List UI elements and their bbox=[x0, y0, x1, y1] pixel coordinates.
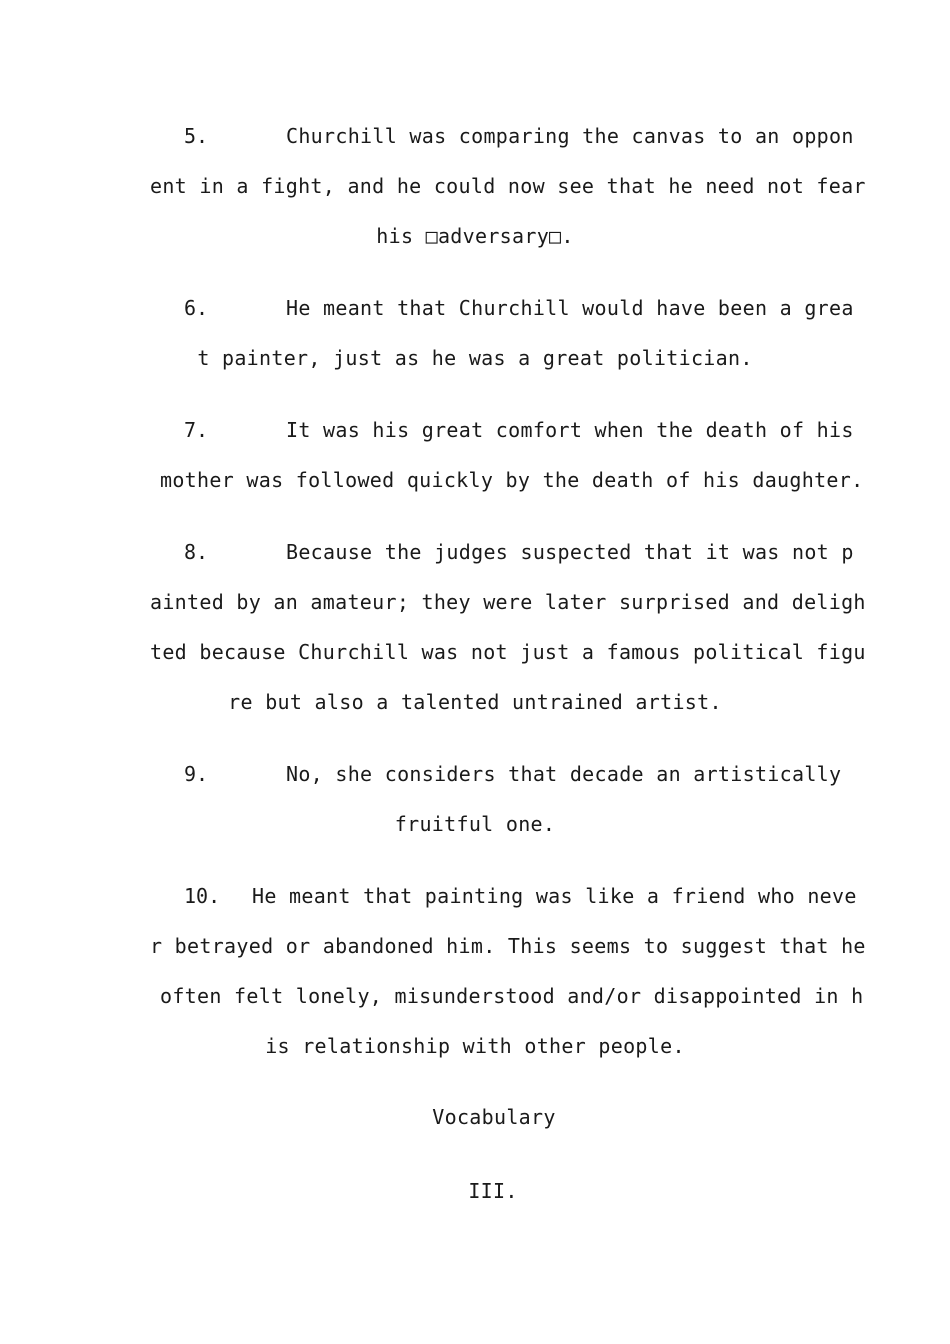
answer-number: 9. bbox=[184, 762, 209, 786]
answer-line: He meant that Churchill would have been a grea bbox=[286, 296, 854, 320]
answer-number: 8. bbox=[184, 540, 209, 564]
answer-line: No, she considers that decade an artistically bbox=[286, 762, 842, 786]
answer-line: ent in a fight, and he could now see that he need not fear bbox=[150, 174, 866, 198]
answer-line: ted because Churchill was not just a famous political figu bbox=[150, 640, 866, 664]
answer-line: fruitful one. bbox=[394, 812, 556, 836]
subsection-heading: III. bbox=[468, 1179, 518, 1203]
answer-line: r betrayed or abandoned him. This seems to suggest that he bbox=[150, 934, 866, 958]
answer-line: often felt lonely, misunderstood and/or disappointed in h bbox=[160, 984, 864, 1008]
answer-line: ainted by an amateur; they were later surprised and deligh bbox=[150, 590, 866, 614]
answer-line: is relationship with other people. bbox=[265, 1034, 685, 1058]
answer-number: 7. bbox=[184, 418, 209, 442]
answer-number: 6. bbox=[184, 296, 209, 320]
answer-line: mother was followed quickly by the death of his daughter. bbox=[160, 468, 864, 492]
answer-line: Because the judges suspected that it was not p bbox=[286, 540, 854, 564]
section-heading: Vocabulary bbox=[432, 1105, 556, 1129]
answer-line: Churchill was comparing the canvas to an oppon bbox=[286, 124, 854, 148]
answer-number: 10. bbox=[184, 884, 221, 908]
answer-number: 5. bbox=[184, 124, 209, 148]
answer-line: It was his great comfort when the death of his bbox=[286, 418, 854, 442]
answer-line: his □adversary□. bbox=[376, 224, 574, 248]
answer-line: re but also a talented untrained artist. bbox=[228, 690, 722, 714]
answer-line: t painter, just as he was a great politician. bbox=[197, 346, 753, 370]
answer-line: He meant that painting was like a friend who neve bbox=[252, 884, 857, 908]
